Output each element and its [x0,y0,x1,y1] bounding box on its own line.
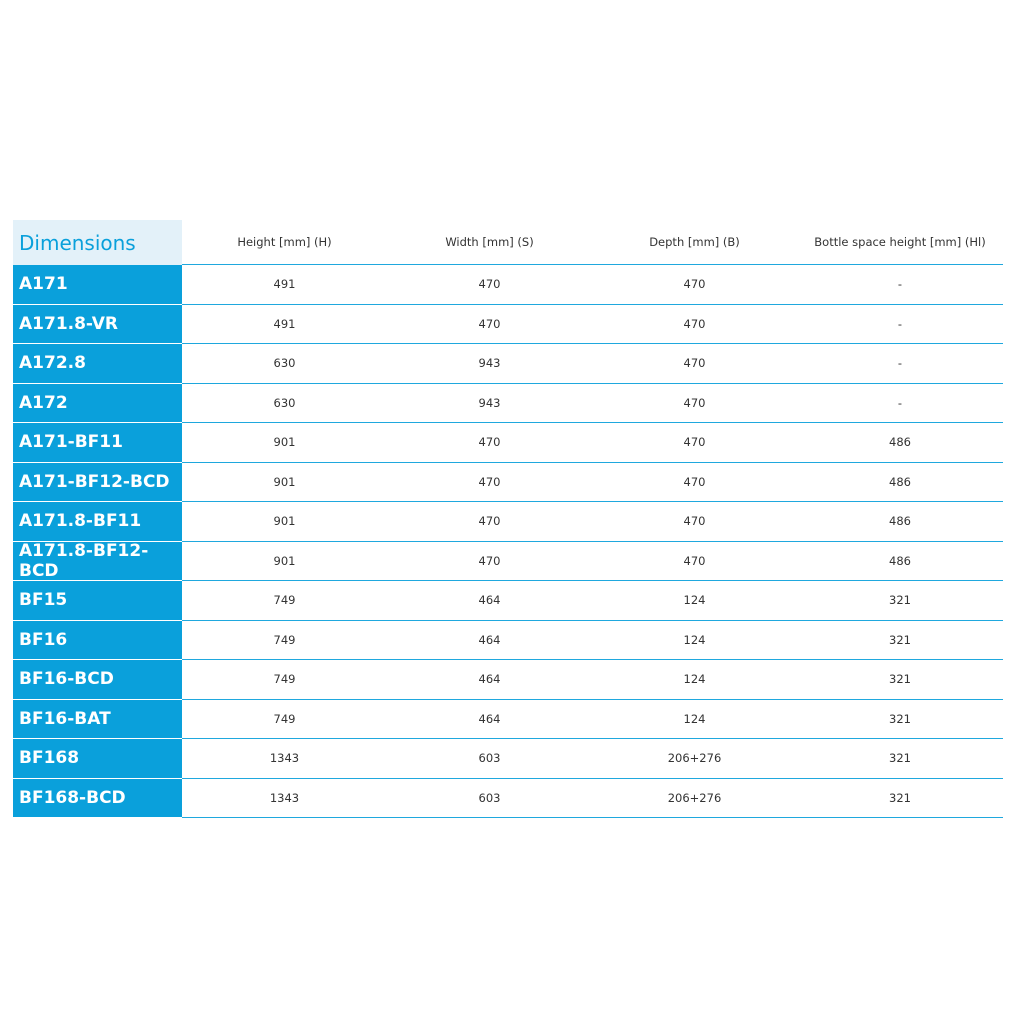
depth-value: 206+276 [667,790,722,805]
depth-value: 124 [683,672,706,687]
depth-value: 470 [683,514,706,529]
model-name: A171.8-BF12-BCD [13,542,182,582]
height-value: 491 [273,316,296,331]
width-value: 943 [478,395,501,410]
table-row [13,621,1003,661]
width-value: 464 [478,711,501,726]
depth-value: 124 [683,632,706,647]
bottle-space-height-value: 321 [889,672,911,687]
column-header-depth: Depth [mm] (B) [649,235,740,249]
table-row [13,463,1003,503]
model-name: A172.8 [13,344,182,384]
bottle-space-height-value: 486 [889,474,911,489]
bottle-space-height-value: 486 [889,514,911,529]
depth-value: 470 [683,474,706,489]
model-name: BF168 [13,739,182,779]
depth-value: 206+276 [667,751,722,766]
table-row [13,542,1003,582]
model-name: A171 [13,265,182,305]
table-row [13,779,1003,819]
height-value: 749 [273,711,296,726]
height-value: 749 [273,632,296,647]
depth-value: 470 [683,395,706,410]
bottle-space-height-value: 321 [889,790,911,805]
bottle-space-height-value: - [897,277,903,292]
width-value: 603 [478,790,501,805]
bottle-space-height-value: 321 [889,751,911,766]
table-title: Dimensions [13,220,182,265]
height-value: 1343 [269,751,300,766]
depth-value: 470 [683,553,706,568]
height-value: 630 [273,356,296,371]
model-name: A171-BF12-BCD [13,463,182,503]
bottle-space-height-value: 486 [889,435,911,450]
height-value: 901 [273,553,296,568]
table-row [13,581,1003,621]
table-row [13,700,1003,740]
table-row [13,739,1003,779]
width-value: 464 [478,672,501,687]
bottle-space-height-value: 486 [889,553,911,568]
dimensions-table [13,220,1003,818]
table-header [13,220,1003,265]
table-body [13,265,1003,818]
width-value: 603 [478,751,501,766]
table-row [13,660,1003,700]
height-value: 1343 [269,790,300,805]
model-name: A172 [13,384,182,424]
depth-value: 124 [683,711,706,726]
table-row [13,423,1003,463]
bottle-space-height-value: - [897,316,903,331]
depth-value: 470 [683,435,706,450]
bottle-space-height-value: 321 [889,711,911,726]
column-header-width: Width [mm] (S) [445,235,534,249]
table-row [13,502,1003,542]
height-value: 901 [273,474,296,489]
width-value: 470 [478,553,501,568]
model-name: A171.8-BF11 [13,502,182,542]
depth-value: 470 [683,316,706,331]
bottle-space-height-value: - [897,395,903,410]
depth-value: 470 [683,277,706,292]
column-header-bottle-space-height: Bottle space height [mm] (Hl) [814,235,986,249]
height-value: 749 [273,593,296,608]
height-value: 630 [273,395,296,410]
model-name: BF16-BCD [13,660,182,700]
height-value: 749 [273,672,296,687]
bottle-space-height-value: 321 [889,593,911,608]
table-row [13,384,1003,424]
table-row [13,305,1003,345]
width-value: 464 [478,593,501,608]
height-value: 901 [273,514,296,529]
depth-value: 124 [683,593,706,608]
depth-value: 470 [683,356,706,371]
model-name: BF16 [13,621,182,661]
height-value: 491 [273,277,296,292]
width-value: 470 [478,514,501,529]
bottle-space-height-value: 321 [889,632,911,647]
width-value: 464 [478,632,501,647]
bottle-space-height-value: - [897,356,903,371]
width-value: 943 [478,356,501,371]
height-value: 901 [273,435,296,450]
width-value: 470 [478,316,501,331]
model-name: BF16-BAT [13,700,182,740]
width-value: 470 [478,435,501,450]
column-header-height: Height [mm] (H) [237,235,332,249]
width-value: 470 [478,277,501,292]
model-name: A171.8-VR [13,305,182,345]
model-name: BF15 [13,581,182,621]
model-name: BF168-BCD [13,779,182,819]
width-value: 470 [478,474,501,489]
table-row [13,265,1003,305]
table-row [13,344,1003,384]
model-name: A171-BF11 [13,423,182,463]
